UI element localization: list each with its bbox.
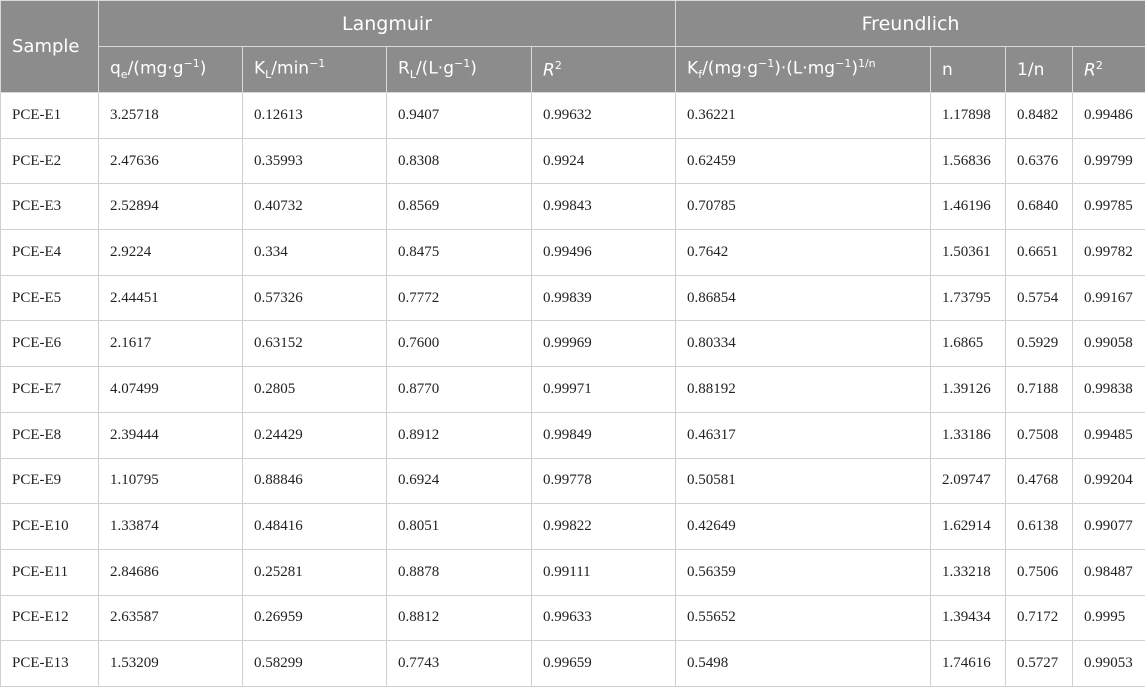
cell-rl: 0.8770 [387,367,532,413]
cell-rl: 0.6924 [387,458,532,504]
cell-kl: 0.12613 [243,93,387,139]
cell-n: 1.46196 [931,184,1006,230]
group-header-freundlich: Freundlich [676,1,1145,47]
table-row [1,458,1145,504]
cell-inv-n: 0.7172 [1006,595,1073,641]
table-row [1,641,1145,687]
cell-kf: 0.80334 [676,321,931,367]
cell-r2-freundlich: 0.99485 [1073,412,1145,458]
cell-qe: 2.1617 [99,321,243,367]
col-header-rl: $R_L/(L\cdot g^{-1})$ [387,47,532,93]
cell-r2-freundlich: 0.99799 [1073,138,1145,184]
cell-sample: PCE-E6 [1,321,99,367]
table-row [1,93,1145,139]
cell-kf: 0.62459 [676,138,931,184]
cell-r2-freundlich: 0.99204 [1073,458,1145,504]
cell-kl: 0.26959 [243,595,387,641]
cell-r2-langmuir: 0.99969 [532,321,676,367]
cell-kl: 0.35993 [243,138,387,184]
cell-qe: 2.84686 [99,549,243,595]
col-header-qe: $q_e/(mg\cdot g^{-1})$ [99,47,243,93]
cell-inv-n: 0.4768 [1006,458,1073,504]
col-header-kl: $K_L/\min^{-1}$ [243,47,387,93]
cell-qe: 4.07499 [99,367,243,413]
group-header-langmuir: Langmuir [99,1,676,47]
cell-kl: 0.57326 [243,275,387,321]
table-row [1,138,1145,184]
cell-kf: 0.36221 [676,93,931,139]
cell-r2-langmuir: 0.99496 [532,230,676,276]
table-row [1,549,1145,595]
cell-inv-n: 0.8482 [1006,93,1073,139]
cell-inv-n: 0.7188 [1006,367,1073,413]
cell-kf: 0.7642 [676,230,931,276]
table-row [1,367,1145,413]
cell-kl: 0.88846 [243,458,387,504]
cell-n: 1.74616 [931,641,1006,687]
cell-n: 2.09747 [931,458,1006,504]
cell-r2-freundlich: 0.98487 [1073,549,1145,595]
cell-n: 1.33218 [931,549,1006,595]
cell-inv-n: 0.7506 [1006,549,1073,595]
cell-r2-langmuir: 0.99659 [532,641,676,687]
cell-n: 1.6865 [931,321,1006,367]
cell-inv-n: 0.5754 [1006,275,1073,321]
cell-sample: PCE-E13 [1,641,99,687]
cell-inv-n: 0.6840 [1006,184,1073,230]
table-row [1,275,1145,321]
col-header-n: n [931,47,1006,93]
cell-rl: 0.8812 [387,595,532,641]
cell-rl: 0.8912 [387,412,532,458]
cell-kf: 0.86854 [676,275,931,321]
col-header-kf: $K_f/(mg\cdot g^{-1})\cdot(L\cdot mg^{-1})^{1/n}$ [676,47,931,93]
cell-sample: PCE-E7 [1,367,99,413]
cell-rl: 0.8569 [387,184,532,230]
cell-n: 1.73795 [931,275,1006,321]
cell-kl: 0.40732 [243,184,387,230]
cell-qe: 2.47636 [99,138,243,184]
table-row [1,230,1145,276]
cell-qe: 2.39444 [99,412,243,458]
cell-sample: PCE-E12 [1,595,99,641]
cell-n: 1.56836 [931,138,1006,184]
cell-r2-langmuir: 0.99843 [532,184,676,230]
col-header-r2-langmuir: $R^2$ [532,47,676,93]
cell-sample: PCE-E8 [1,412,99,458]
cell-r2-langmuir: 0.99839 [532,275,676,321]
table-body [1,93,1145,687]
cell-r2-langmuir: 0.99822 [532,504,676,550]
cell-r2-langmuir: 0.99633 [532,595,676,641]
cell-r2-freundlich: 0.99486 [1073,93,1145,139]
cell-sample: PCE-E3 [1,184,99,230]
cell-r2-langmuir: 0.99849 [532,412,676,458]
cell-n: 1.50361 [931,230,1006,276]
cell-rl: 0.8308 [387,138,532,184]
cell-sample: PCE-E4 [1,230,99,276]
cell-qe: 3.25718 [99,93,243,139]
table-row [1,184,1145,230]
cell-sample: PCE-E11 [1,549,99,595]
cell-kl: 0.25281 [243,549,387,595]
cell-inv-n: 0.5929 [1006,321,1073,367]
cell-kl: 0.24429 [243,412,387,458]
cell-qe: 1.53209 [99,641,243,687]
cell-inv-n: 0.7508 [1006,412,1073,458]
cell-sample: PCE-E5 [1,275,99,321]
cell-qe: 2.44451 [99,275,243,321]
cell-r2-freundlich: 0.99782 [1073,230,1145,276]
cell-r2-langmuir: 0.99111 [532,549,676,595]
cell-qe: 2.52894 [99,184,243,230]
cell-qe: 1.10795 [99,458,243,504]
cell-rl: 0.7600 [387,321,532,367]
cell-kf: 0.5498 [676,641,931,687]
cell-r2-freundlich: 0.99058 [1073,321,1145,367]
cell-kl: 0.334 [243,230,387,276]
cell-inv-n: 0.6651 [1006,230,1073,276]
cell-inv-n: 0.6376 [1006,138,1073,184]
cell-r2-freundlich: 0.99838 [1073,367,1145,413]
table-header [1,1,1145,93]
cell-r2-langmuir: 0.99632 [532,93,676,139]
cell-sample: PCE-E1 [1,93,99,139]
cell-n: 1.62914 [931,504,1006,550]
table-row [1,412,1145,458]
cell-r2-freundlich: 0.9995 [1073,595,1145,641]
table-row [1,504,1145,550]
cell-qe: 2.63587 [99,595,243,641]
col-header-r2-freundlich: $R^2$ [1073,47,1145,93]
cell-r2-langmuir: 0.99971 [532,367,676,413]
cell-r2-langmuir: 0.99778 [532,458,676,504]
cell-rl: 0.9407 [387,93,532,139]
header-row-params [1,47,1145,93]
cell-sample: PCE-E10 [1,504,99,550]
col-header-sample: Sample [1,1,99,93]
cell-kl: 0.58299 [243,641,387,687]
cell-rl: 0.8051 [387,504,532,550]
cell-kl: 0.48416 [243,504,387,550]
cell-r2-freundlich: 0.99077 [1073,504,1145,550]
cell-n: 1.39434 [931,595,1006,641]
cell-r2-freundlich: 0.99785 [1073,184,1145,230]
cell-r2-langmuir: 0.9924 [532,138,676,184]
cell-kl: 0.63152 [243,321,387,367]
col-header-inv-n: 1/n [1006,47,1073,93]
cell-rl: 0.7743 [387,641,532,687]
table-row [1,595,1145,641]
cell-qe: 2.9224 [99,230,243,276]
cell-r2-freundlich: 0.99167 [1073,275,1145,321]
cell-kf: 0.55652 [676,595,931,641]
cell-rl: 0.8475 [387,230,532,276]
table-row [1,321,1145,367]
cell-kl: 0.2805 [243,367,387,413]
cell-kf: 0.46317 [676,412,931,458]
cell-sample: PCE-E9 [1,458,99,504]
cell-kf: 0.88192 [676,367,931,413]
cell-n: 1.17898 [931,93,1006,139]
cell-rl: 0.7772 [387,275,532,321]
cell-r2-freundlich: 0.99053 [1073,641,1145,687]
cell-n: 1.39126 [931,367,1006,413]
cell-rl: 0.8878 [387,549,532,595]
cell-kf: 0.70785 [676,184,931,230]
cell-inv-n: 0.6138 [1006,504,1073,550]
cell-kf: 0.50581 [676,458,931,504]
header-row-groups [1,1,1145,47]
cell-n: 1.33186 [931,412,1006,458]
cell-qe: 1.33874 [99,504,243,550]
cell-sample: PCE-E2 [1,138,99,184]
cell-kf: 0.56359 [676,549,931,595]
cell-kf: 0.42649 [676,504,931,550]
cell-inv-n: 0.5727 [1006,641,1073,687]
